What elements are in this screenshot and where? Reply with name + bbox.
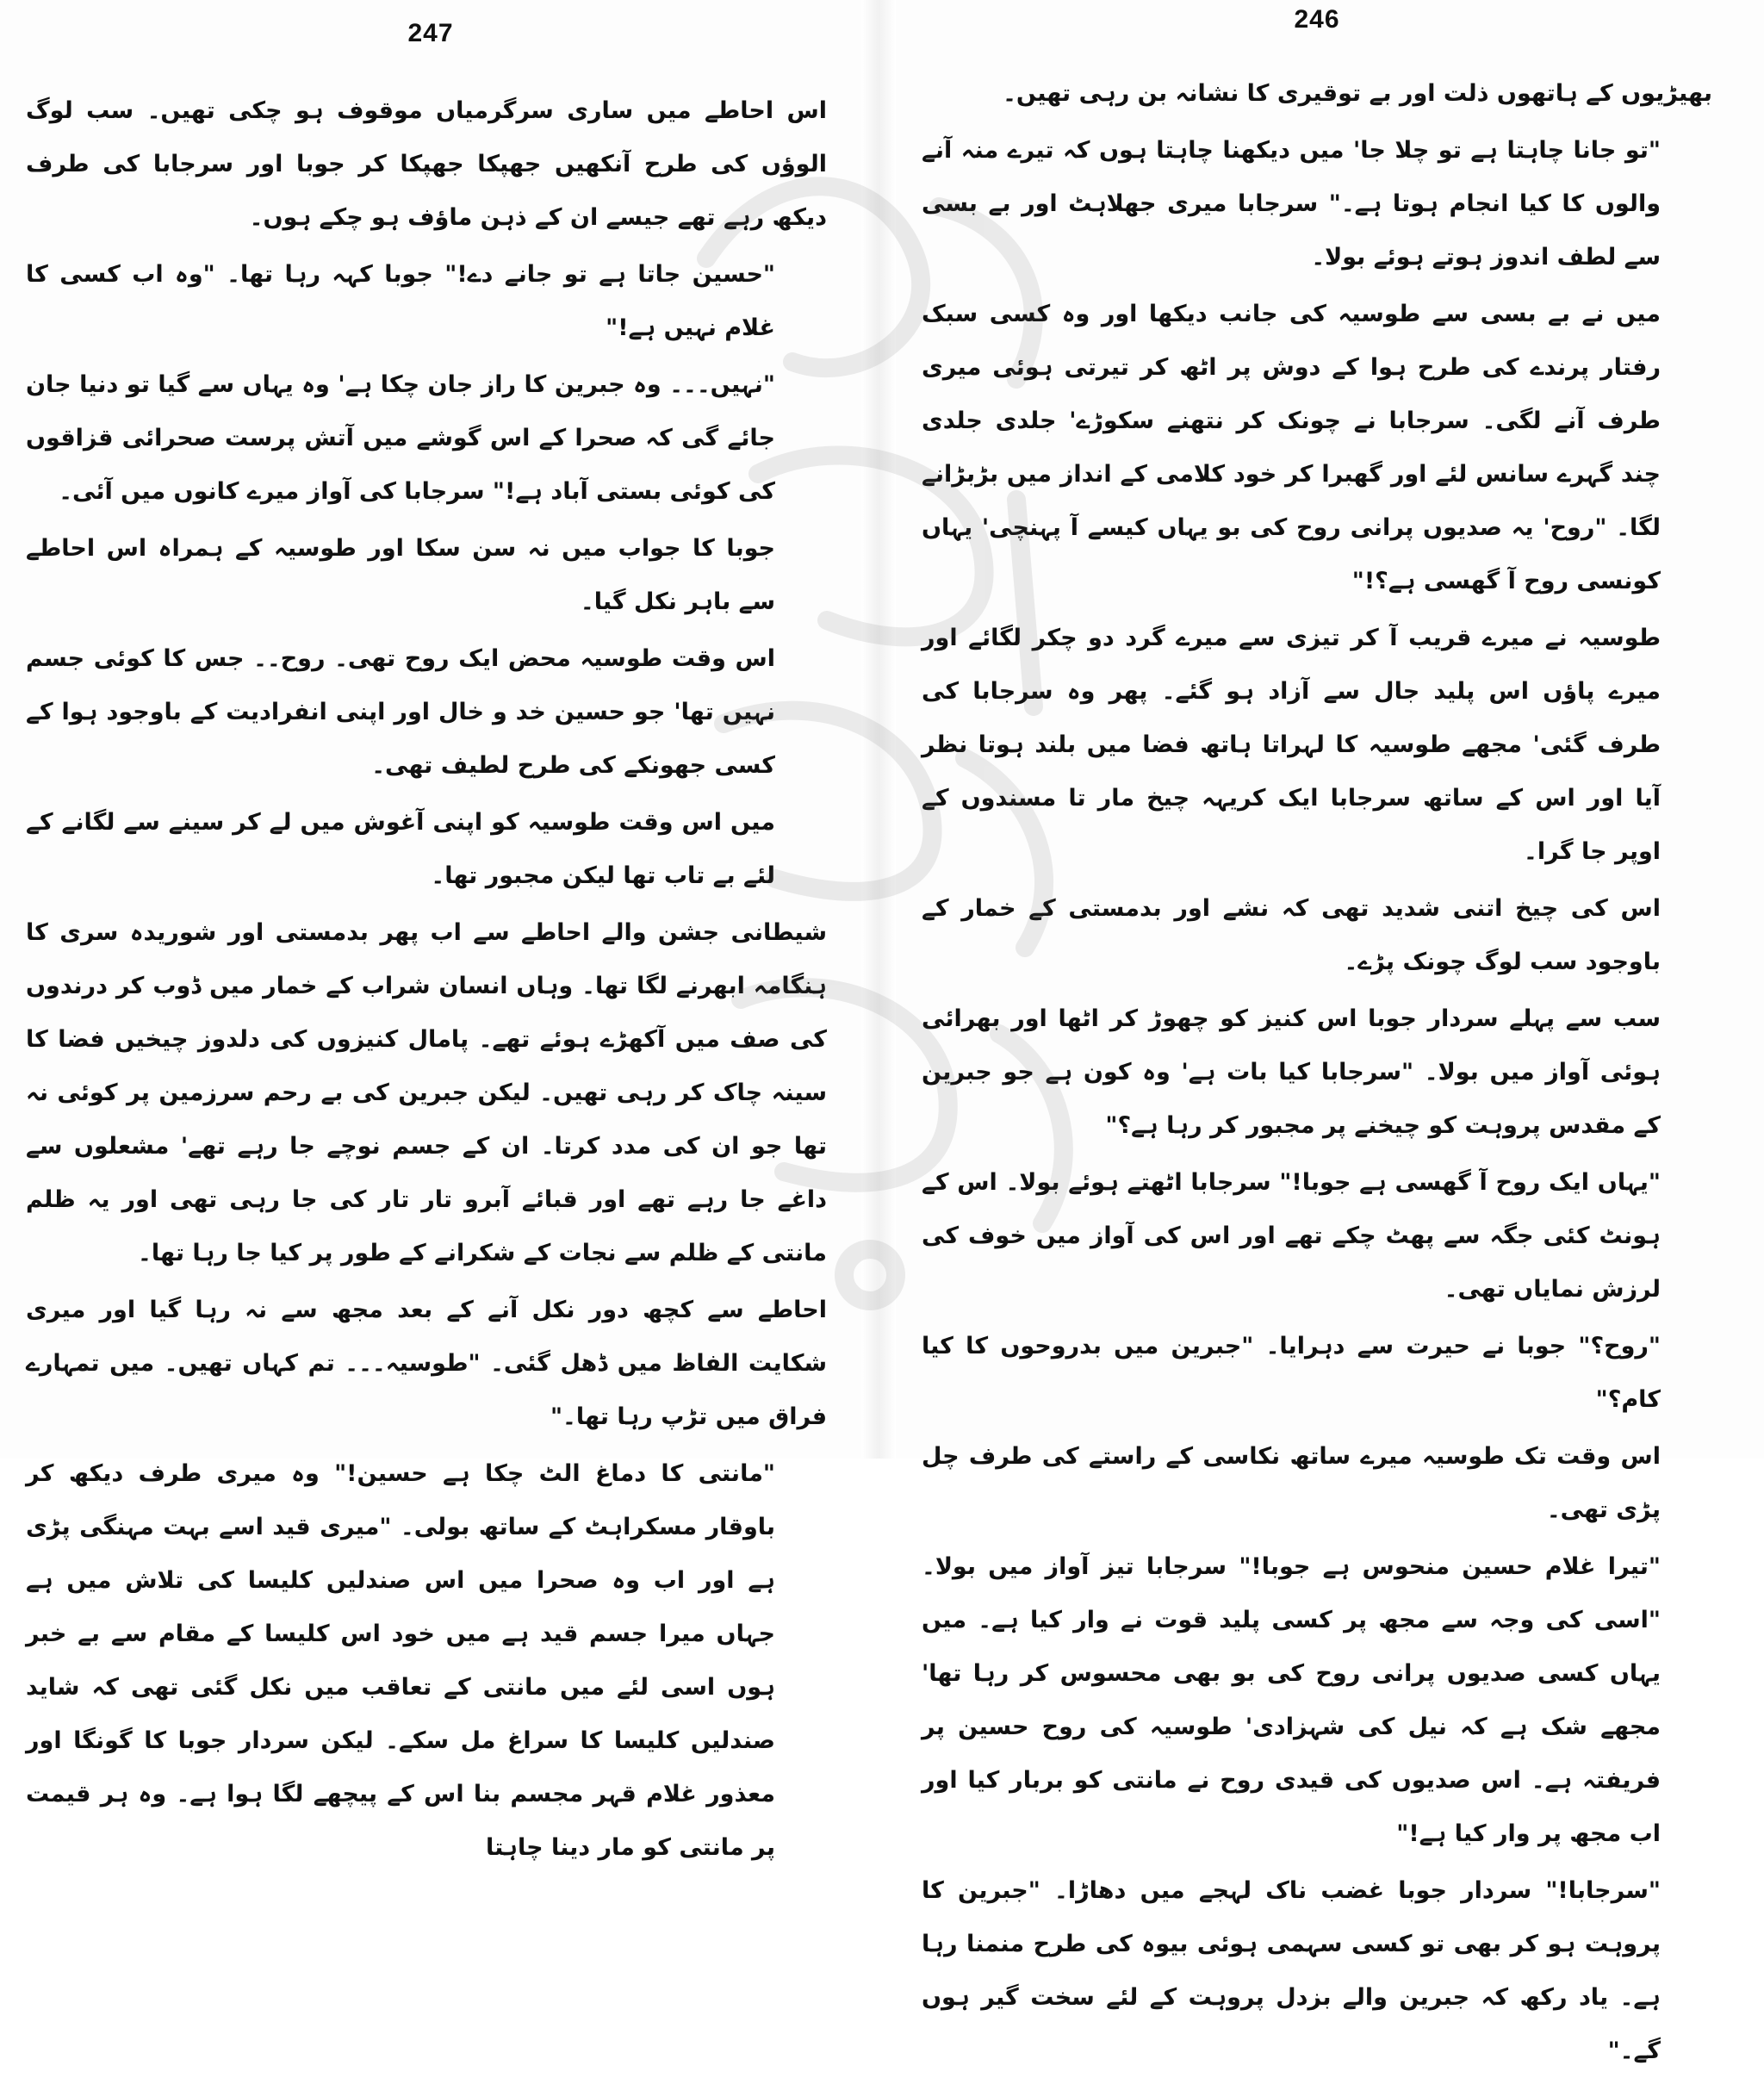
paragraph: جوبا کا جواب میں نہ سن سکا اور طوسیہ کے ہمراہ اس احاطے سے باہر نکل گیا۔ [26,535,775,615]
page-number-left: 247 [407,19,454,47]
paragraph: "نہیں۔۔۔ وہ جبرین کا راز جان چکا ہے' وہ یہاں سے گیا تو دنیا جان جائے گی کہ صحرا کے اس گوشے میں آتش پرست صحرائی قزاقوں کی کوئی بستی آباد ہے!" سرجابا کی آواز میرے کانوں میں آئی۔ [26,371,775,505]
paragraph: "حسین جاتا ہے تو جانے دے!" جوبا کہہ رہا تھا۔ "وہ اب کسی کا غلام نہیں ہے!" [26,261,775,341]
paragraph: "تو جانا چاہتا ہے تو چلا جا' میں دیکھنا چاہتا ہوں کہ تیرے منہ آنے والوں کا کیا انجام ہوتا ہے۔" سرجابا میری جھلاہٹ اور بے بسی سے لطف اندوز ہوتے ہوئے بولا۔ [922,137,1661,271]
paragraph: اس کی چیخ اتنی شدید تھی کہ نشے اور بدمستی کے خمار کے باوجود سب لوگ چونک پڑے۔ [922,895,1661,975]
paragraph: "یہاں ایک روح آ گھسی ہے جوبا!" سرجابا اٹھتے ہوئے بولا۔ اس کے ہونٹ کئی جگہ سے پھٹ چکے تھے اور اس کی آواز میں خوف کی لرزش نمایاں تھی۔ [922,1169,1661,1303]
paragraph: سب سے پہلے سردار جوبا اس کنیز کو چھوڑ کر اٹھا اور بھرائی ہوئی آواز میں بولا۔ "سرجابا کیا بات ہے' وہ کون ہے جو جبرین کے مقدس پروہت کو چیخنے پر مجبور کر رہا ہے؟" [922,1005,1661,1139]
paragraph: احاطے سے کچھ دور نکل آنے کے بعد مجھ سے نہ رہا گیا اور میری شکایت الفاظ میں ڈھل گئی۔ "طوسیہ۔۔۔ تم کہاں تھیں۔ میں تمہارے فراق میں تڑپ رہا تھا۔" [26,1297,827,1430]
book-gutter [861,0,896,1459]
paragraph: اس احاطے میں ساری سرگرمیاں موقوف ہو چکی تھیں۔ سب لوگ الوؤں کی طرح آنکھیں جھپکا جھپکا کر جوبا اور سرجابا کی طرف دیکھ رہے تھے جیسے ان کے ذہن ماؤف ہو چکے ہوں۔ [26,97,827,231]
paragraph: "روح؟" جوبا نے حیرت سے دہرایا۔ "جبرین میں بدروحوں کا کیا کام؟" [922,1333,1661,1413]
paragraph: "سرجابا!" سردار جوبا غضب ناک لہجے میں دھاڑا۔ "جبرین کا پروہت ہو کر بھی تو کسی سہمی ہوئی بیوہ کی طرح منمنا رہا ہے۔ یاد رکھ کہ جبرین والے بزدل پروہت کے لئے سخت گیر ہوں گے۔" [922,1877,1661,2064]
page-left [0,0,861,1861]
paragraph: میں نے بے بسی سے طوسیہ کی جانب دیکھا اور وہ کسی سبک رفتار پرندے کی طرح ہوا کے دوش پر اٹھ کر تیرتی ہوئی میری طرف آنے لگی۔ سرجابا نے چونک کر نتھنے سکوڑے' جلدی جلدی چند گہرے سانس لئے اور گھبرا کر خود کلامی کے انداز میں بڑبڑانے لگا۔ "روح' یہ صدیوں پرانی روح کی بو یہاں کیسے آ پہنچی' یہاں کونسی روح آ گھسی ہے؟!" [922,301,1661,594]
page-left-text [26,84,827,1875]
paragraph: اس وقت تک طوسیہ میرے ساتھ نکاسی کے راستے کی طرف چل پڑی تھی۔ [922,1443,1661,1523]
paragraph: طوسیہ نے میرے قریب آ کر تیزی سے میرے گرد دو چکر لگائے اور میرے پاؤں اس پلید جال سے آزاد ہو گئے۔ پھر وہ سرجابا کی طرف گئی' مجھے طوسیہ کا لہراتا ہاتھ فضا میں بلند ہوتا نظر آیا اور اس کے ساتھ سرجابا ایک کریہہ چیخ مار تا مسندوں کے اوپر جا گرا۔ [922,625,1661,865]
paragraph: "تیرا غلام حسین منحوس ہے جوبا!" سرجابا تیز آواز میں بولا۔ "اسی کی وجہ سے مجھ پر کسی پلید قوت نے وار کیا ہے۔ میں یہاں کسی صدیوں پرانی روح کی بو بھی محسوس کر رہا تھا' مجھے شک ہے کہ نیل کی شہزادی' طوسیہ کی روح حسین پر فریفتہ ہے۔ اس صدیوں کی قیدی روح نے مانتی کو بربار کیا اور اب مجھ پر وار کیا ہے!" [922,1553,1661,1847]
page-right-text [922,67,1712,2078]
paragraph: میں اس وقت طوسیہ کو اپنی آغوش میں لے کر سینے سے لگانے کے لئے بے تاب تھا لیکن مجبور تھا۔ [26,809,775,889]
page-number-right: 246 [1294,5,1340,34]
paragraph: بھیڑیوں کے ہاتھوں ذلت اور بے توقیری کا نشانہ بن رہی تھیں۔ [1003,80,1712,107]
paragraph: اس وقت طوسیہ محض ایک روح تھی۔ روح۔۔ جس کا کوئی جسم نہیں تھا' جو حسین خد و خال اور اپنی انفرادیت کے باوجود ہوا کے کسی جھونکے کی طرح لطیف تھی۔ [26,645,775,779]
paragraph: "مانتی کا دماغ الٹ چکا ہے حسین!" وہ میری طرف دیکھ کر باوقار مسکراہٹ کے ساتھ بولی۔ "میری قید اسے بہت مہنگی پڑی ہے اور اب وہ صحرا میں اس صندلیں کلیسا کی تلاش میں ہے جہاں میرا جسم قید ہے میں خود اس کلیسا کے مقام سے بے خبر ہوں اسی لئے میں مانتی کے تعاقب میں نکل گئی تھی کہ شاید صندلیں کلیسا کا سراغ مل سکے۔ لیکن سردار جوبا کا گونگا اور معذور غلام قہر مجسم بنا اس کے پیچھے لگا ہوا ہے۔ وہ ہر قیمت پر مانتی کو مار دینا چاہتا [26,1460,775,1861]
page-right [896,0,1764,2064]
paragraph: شیطانی جشن والے احاطے سے اب پھر بدمستی اور شوریدہ سری کا ہنگامہ ابھرنے لگا تھا۔ وہاں انسان شراب کے خمار میں ڈوب کر درندوں کی صف میں آکھڑے ہوئے تھے۔ پامال کنیزوں کی دلدوز چیخیں فضا کا سینہ چاک کر رہی تھیں۔ لیکن جبرین کی بے رحم سرزمین پر کوئی نہ تھا جو ان کی مدد کرتا۔ ان کے جسم نوچے جا رہے تھے' مشعلوں سے داغے جا رہے تھے اور قبائے آبرو تار تار کی جا رہی تھی اور یہ ظلم مانتی کے ظلم سے نجات کے شکرانے کے طور پر کیا جا رہا تھا۔ [26,919,827,1266]
